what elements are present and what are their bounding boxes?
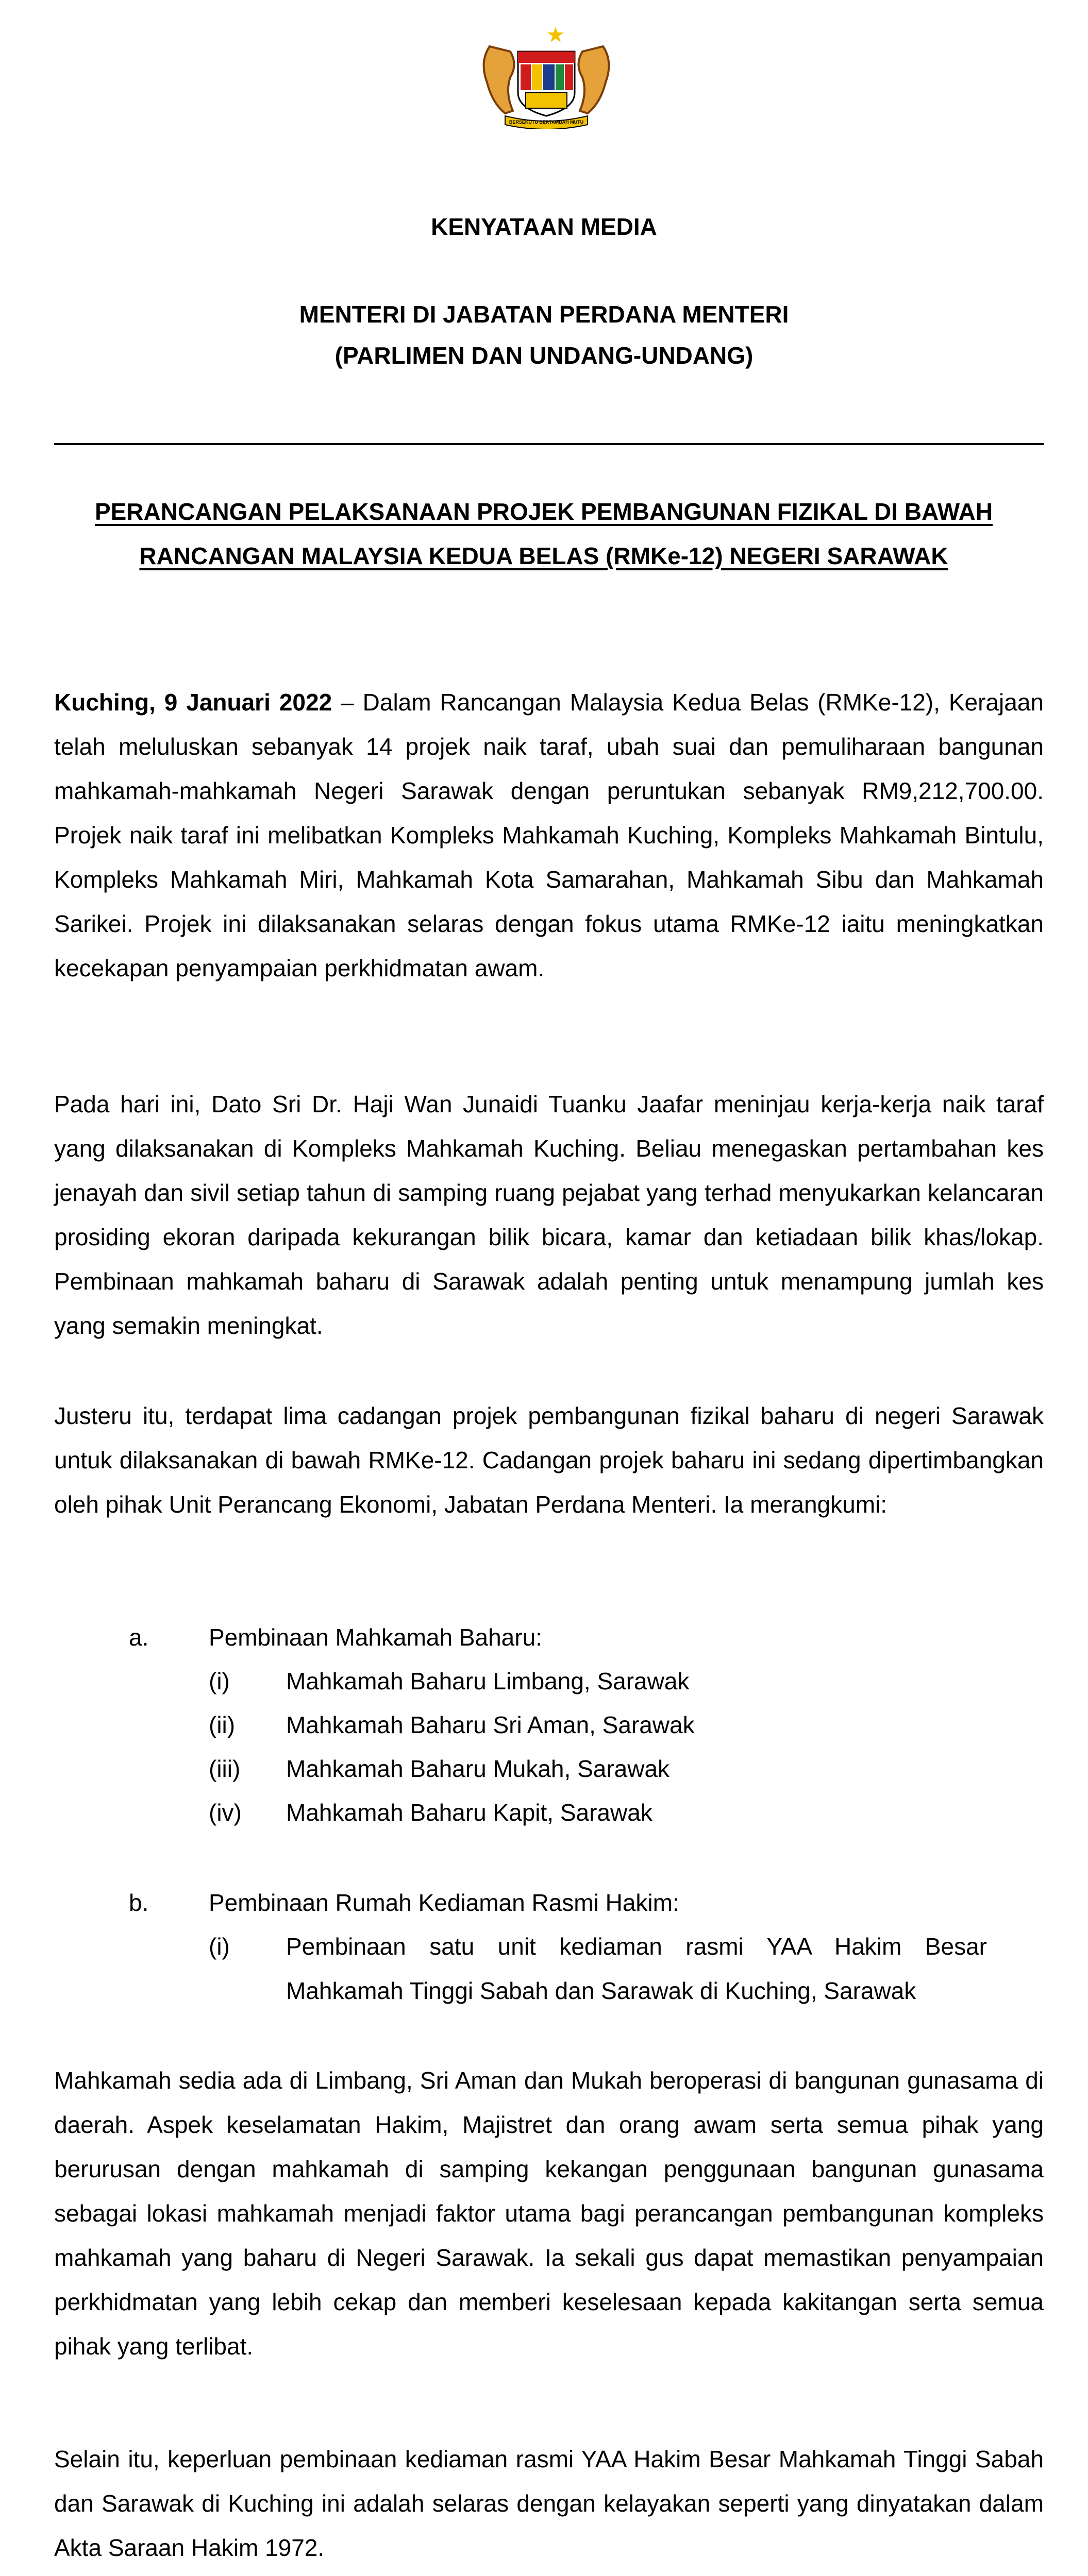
list-marker-a: a. <box>129 1624 149 1651</box>
crest-motto: BERSEKUTU BERTAMBAH MUTU <box>509 120 584 125</box>
subject-heading: PERANCANGAN PELAKSANAAN PROJEK PEMBANGUNAN FIZIKAL DI BAWAH RANCANGAN MALAYSIA KEDUA BELAS (RMKe-12) NEGERI SARAWAK <box>94 498 993 569</box>
list-item: Mahkamah Baharu Sri Aman, Sarawak <box>286 1711 695 1738</box>
header-divider <box>54 443 1044 445</box>
list-item-marker: (ii) <box>209 1711 236 1738</box>
dateline: Kuching, 9 Januari 2022 <box>54 689 332 716</box>
list-item-marker: (i) <box>209 1933 230 1960</box>
list-item: Mahkamah Baharu Mukah, Sarawak <box>286 1755 670 1782</box>
list-item-marker: (i) <box>209 1668 230 1694</box>
paragraph-visit: Pada hari ini, Dato Sri Dr. Haji Wan Junaidi Tuanku Jaafar meninjau kerja-kerja naik taraf yang dilaksanakan di Kompleks Mahkamah Kuching. Beliau menegaskan pertambahan kes jenayah dan sivil setiap tahun di samping ruang pejabat yang terhad menyukarkan kelancaran prosiding ekoran daripada kekurangan bilik bicara, kamar dan ketiadaan bilik khas/lokap. Pembinaan mahkamah baharu di Sarawak adalah penting untuk menampung jumlah kes yang semakin meningkat. <box>54 1091 1044 1339</box>
list-title-a: Pembinaan Mahkamah Baharu: <box>209 1624 542 1651</box>
paragraph-proposals: Justeru itu, terdapat lima cadangan projek pembangunan fizikal baharu di negeri Sarawak untuk dilaksanakan di bawah RMKe-12. Cadangan projek baharu ini sedang dipertimbangkan oleh pihak Unit Perancang Ekonomi, Jabatan Perdana Menteri. Ia merangkumi: <box>54 1402 1044 1518</box>
paragraph-intro <box>54 680 1044 990</box>
ministry-line-2: (PARLIMEN DAN UNDANG-UNDANG) <box>334 342 754 369</box>
paragraph-residence: Selain itu, keperluan pembinaan kediaman rasmi YAA Hakim Besar Mahkamah Tinggi Sabah dan Sarawak di Kuching ini adalah selaras dengan kelayakan seperti yang dinyatakan dalam Akta Saraan Hakim 1972. <box>54 2446 1044 2561</box>
list-item: Pembinaan satu unit kediaman rasmi YAA Hakim Besar Mahkamah Tinggi Sabah dan Sarawak di Kuching, Sarawak <box>286 1933 987 2004</box>
list-item: Mahkamah Baharu Kapit, Sarawak <box>286 1799 652 1826</box>
list-item-marker: (iii) <box>209 1755 241 1782</box>
coat-of-arms-emblem <box>469 15 624 129</box>
list-title-b: Pembinaan Rumah Kediaman Rasmi Hakim: <box>209 1889 679 1916</box>
list-item: Mahkamah Baharu Limbang, Sarawak <box>286 1668 690 1694</box>
ministry-line-1: MENTERI DI JABATAN PERDANA MENTERI <box>299 301 789 328</box>
paragraph-existing-courts: Mahkamah sedia ada di Limbang, Sri Aman dan Mukah beroperasi di bangunan gunasama di daerah. Aspek keselamatan Hakim, Majistret dan orang awam serta semua pihak yang berurusan dengan mahkamah di samping kekangan penggunaan bangunan gunasama sebagai lokasi mahkamah menjadi faktor utama bagi perancangan pembangunan kompleks mahkamah yang baharu di Negeri Sarawak. Ia sekali gus dapat memastikan penyampaian perkhidmatan yang lebih cekap dan memberi keselesaan kepada kakitangan serta semua pihak yang terlibat. <box>54 2067 1044 2360</box>
paragraph-intro-text: – Dalam Rancangan Malaysia Kedua Belas (RMKe-12), Kerajaan telah meluluskan sebanyak 14 projek naik taraf, ubah suai dan pemuliharaan bangunan mahkamah-mahkamah Negeri Sarawak dengan peruntukan sebanyak RM9,212,700.00. Projek naik taraf ini melibatkan Kompleks Mahkamah Kuching, Kompleks Mahkamah Bintulu, Kompleks Mahkamah Miri, Mahkamah Kota Samarahan, Mahkamah Sibu dan Mahkamah Sarikei. Projek ini dilaksanakan selaras dengan fokus utama RMKe-12 iaitu meningkatkan kecekapan penyampaian perkhidmatan awam. <box>54 689 1044 981</box>
list-item-marker: (iv) <box>209 1799 242 1826</box>
list-marker-b: b. <box>129 1889 149 1916</box>
document-type-heading: KENYATAAN MEDIA <box>431 213 657 240</box>
